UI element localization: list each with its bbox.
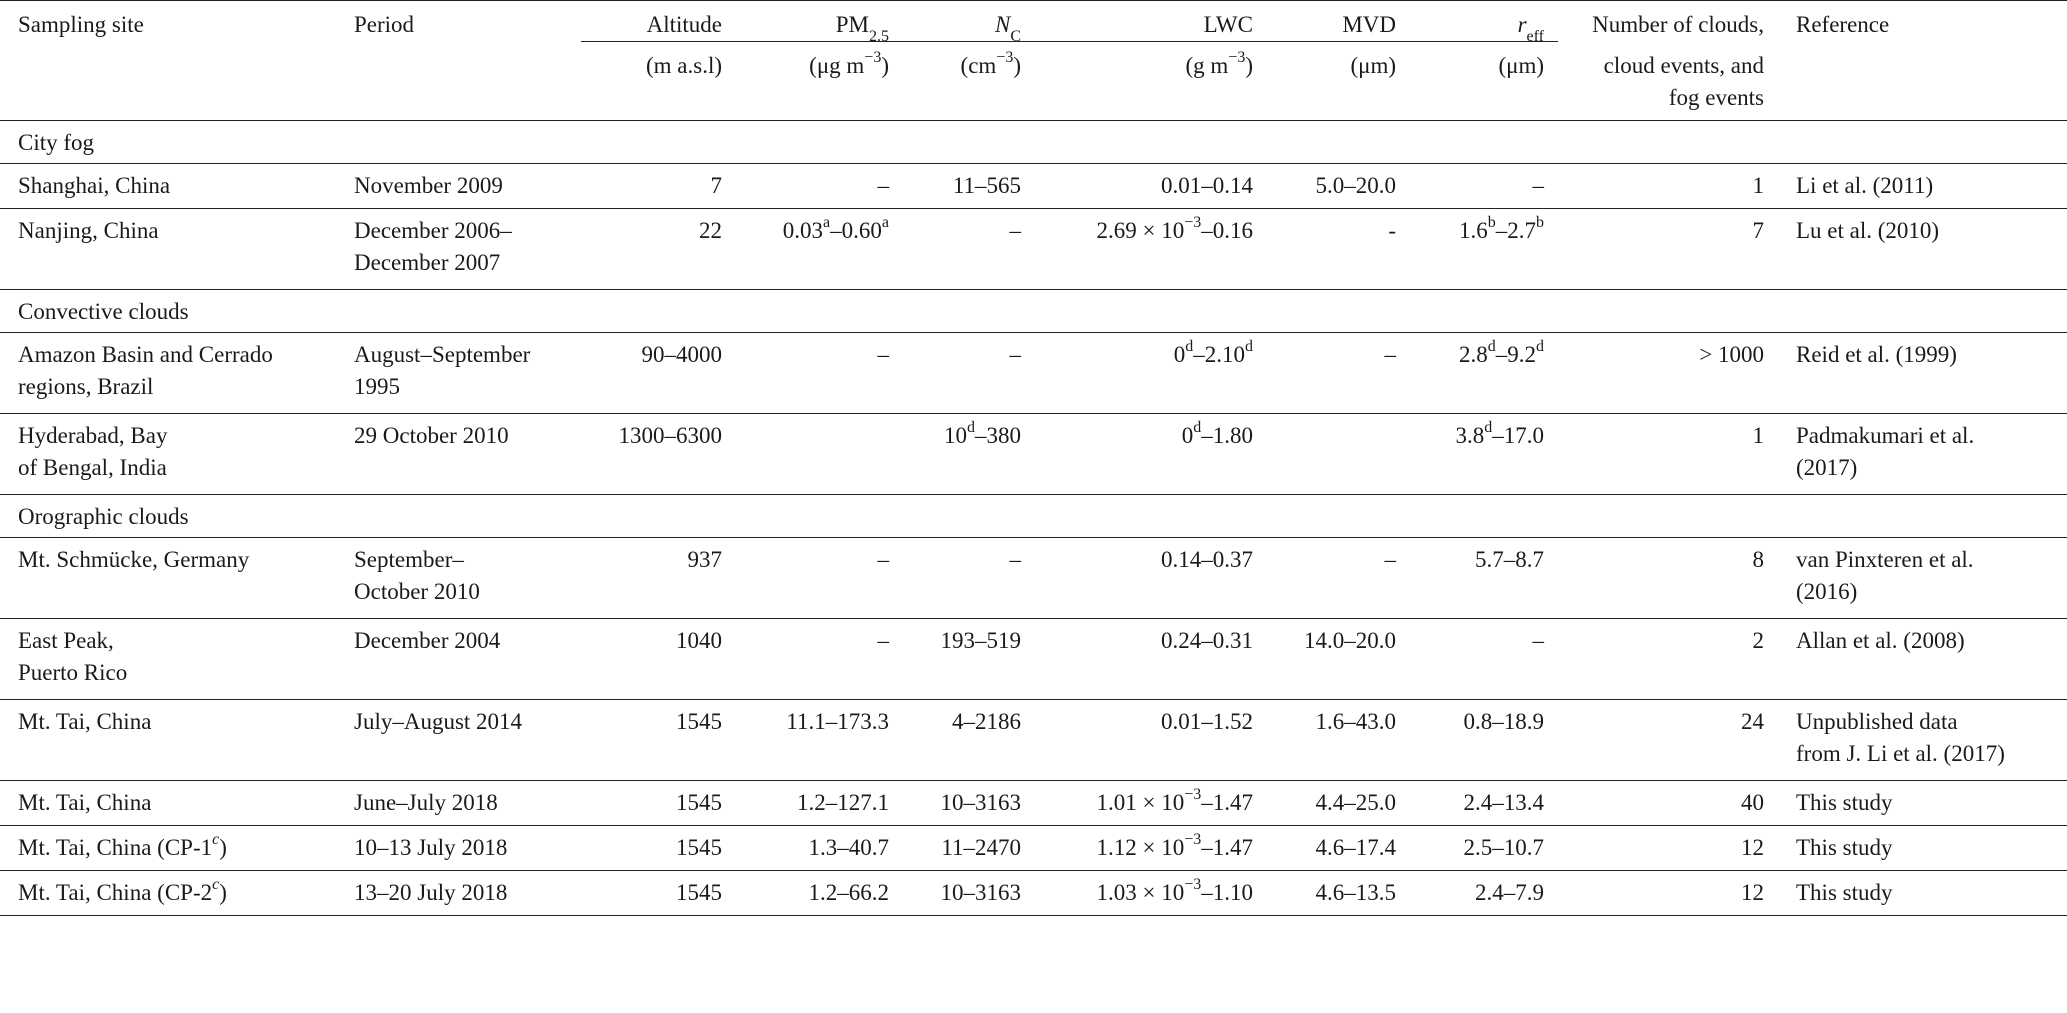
header-last-row [0, 82, 2067, 121]
cell-lwc: 0.01–1.52 [1035, 700, 1267, 781]
col-header-site: Sampling site [0, 1, 336, 42]
section-header-row [0, 495, 2067, 538]
cell-lwc: 0$^d$–1.80 [1035, 414, 1267, 495]
section-title: City fog [0, 121, 2067, 164]
table-row [0, 826, 2067, 871]
cell-site: Mt. Schmücke, Germany [0, 538, 336, 619]
cell-pm25: 0.03$^a$–0.60$^a$ [736, 209, 903, 290]
table-row [0, 414, 2067, 495]
cell-reff: 2.8$^d$–9.2$^d$ [1410, 333, 1558, 414]
cell-mvd: - [1267, 209, 1410, 290]
cell-pm25: 1.2–127.1 [736, 781, 903, 826]
cell-site: Amazon Basin and Cerrado regions, Brazil [0, 333, 336, 414]
col-header-pm25: $PM_{2.5}$ [736, 1, 903, 42]
cell-number: 2 [1558, 619, 1778, 700]
cell-pm25: 1.3–40.7 [736, 826, 903, 871]
cell-lwc: $2.69 \times 10^{-3}-0.16$ [1035, 209, 1267, 290]
header-units-row [0, 42, 2067, 83]
unit-reff: (μm) [1498, 53, 1544, 78]
col-header-period: Period [336, 1, 581, 42]
cell-altitude: 1545 [581, 871, 736, 916]
table-row [0, 871, 2067, 916]
cell-period: 13–20 July 2018 [336, 871, 581, 916]
cell-reference: Padmakumari et al. (2017) [1778, 414, 2067, 495]
cell-reference: This study [1778, 826, 2067, 871]
cell-site: East Peak, Puerto Rico [0, 619, 336, 700]
cell-nc: 10–3163 [903, 781, 1035, 826]
cell-reff: 2.5–10.7 [1410, 826, 1558, 871]
section-title: Orographic clouds [0, 495, 2067, 538]
cell-altitude: 90–4000 [581, 333, 736, 414]
cell-mvd: 1.6–43.0 [1267, 700, 1410, 781]
cell-number: 1 [1558, 164, 1778, 209]
cell-nc: 11–2470 [903, 826, 1035, 871]
cell-reff: 5.7–8.7 [1410, 538, 1558, 619]
cell-number: 7 [1558, 209, 1778, 290]
cell-mvd: 14.0–20.0 [1267, 619, 1410, 700]
cell-reference: van Pinxteren et al. (2016) [1778, 538, 2067, 619]
cell-mvd: 5.0–20.0 [1267, 164, 1410, 209]
cell-nc: 4–2186 [903, 700, 1035, 781]
unit-altitude: (m a.s.l) [645, 53, 722, 78]
table-row [0, 333, 2067, 414]
cell-reference: This study [1778, 871, 2067, 916]
cell-pm25: – [736, 538, 903, 619]
cell-period: December 2004 [336, 619, 581, 700]
table-row [0, 781, 2067, 826]
col-header-altitude: Altitude [581, 1, 736, 42]
cell-altitude: 937 [581, 538, 736, 619]
header-row [0, 1, 2067, 42]
cell-reff: 3.8$^d$–17.0 [1410, 414, 1558, 495]
section-header-row [0, 121, 2067, 164]
cell-site: Mt. Tai, China (CP-2$^c$) [0, 871, 336, 916]
cell-period: August–September 1995 [336, 333, 581, 414]
cell-period: July–August 2014 [336, 700, 581, 781]
table-row [0, 619, 2067, 700]
cell-pm25: – [736, 333, 903, 414]
cell-mvd: 4.6–13.5 [1267, 871, 1410, 916]
cell-nc: – [903, 333, 1035, 414]
col-header-lwc: LWC [1035, 1, 1267, 42]
cell-period: September– October 2010 [336, 538, 581, 619]
cell-mvd: 4.6–17.4 [1267, 826, 1410, 871]
cell-number: 12 [1558, 871, 1778, 916]
cell-altitude: 1545 [581, 826, 736, 871]
cell-pm25: – [736, 164, 903, 209]
cell-pm25: 1.2–66.2 [736, 871, 903, 916]
cell-reference: Li et al. (2011) [1778, 164, 2067, 209]
table-body [0, 121, 2067, 916]
cell-period: December 2006– December 2007 [336, 209, 581, 290]
col-header-number: Number of clouds, [1558, 1, 1778, 42]
cell-number: > 1000 [1558, 333, 1778, 414]
cell-site: Mt. Tai, China [0, 781, 336, 826]
cell-number: 1 [1558, 414, 1778, 495]
cell-number: 12 [1558, 826, 1778, 871]
cell-site: Hyderabad, Bay of Bengal, India [0, 414, 336, 495]
cell-reference: Allan et al. (2008) [1778, 619, 2067, 700]
cell-period: June–July 2018 [336, 781, 581, 826]
cell-reff: 2.4–7.9 [1410, 871, 1558, 916]
cell-pm25 [736, 414, 903, 495]
cell-site: Nanjing, China [0, 209, 336, 290]
cell-lwc: $1.01 \times 10^{-3}-1.47$ [1035, 781, 1267, 826]
number-header-line2: cloud events, and [1603, 52, 1764, 78]
cell-pm25: 11.1–173.3 [736, 700, 903, 781]
cell-mvd [1267, 414, 1410, 495]
cell-reff: 2.4–13.4 [1410, 781, 1558, 826]
cell-altitude: 1300–6300 [581, 414, 736, 495]
section-title: Convective clouds [0, 290, 2067, 333]
cell-altitude: 1545 [581, 700, 736, 781]
cell-reference: This study [1778, 781, 2067, 826]
cell-reff: 1.6$^b$–2.7$^b$ [1410, 209, 1558, 290]
cell-lwc: 0$^d$–2.10$^d$ [1035, 333, 1267, 414]
table-row [0, 209, 2067, 290]
cell-lwc: $1.03 \times 10^{-3}-1.10$ [1035, 871, 1267, 916]
cell-period: 10–13 July 2018 [336, 826, 581, 871]
unit-lwc: (g $m^{-3}$) [1185, 49, 1253, 78]
cell-nc: 193–519 [903, 619, 1035, 700]
col-header-mvd: MVD [1267, 1, 1410, 42]
cell-site: Shanghai, China [0, 164, 336, 209]
number-header-line3: fog events [1558, 82, 1778, 121]
cell-nc: 11–565 [903, 164, 1035, 209]
cell-reff: – [1410, 619, 1558, 700]
cell-period: 29 October 2010 [336, 414, 581, 495]
cell-reference: Unpublished data from J. Li et al. (2017) [1778, 700, 2067, 781]
col-header-reff: $r_{eff}$ [1410, 1, 1558, 42]
cell-lwc: 0.14–0.37 [1035, 538, 1267, 619]
cell-nc: 10$^d$–380 [903, 414, 1035, 495]
cell-number: 40 [1558, 781, 1778, 826]
cell-altitude: 1545 [581, 781, 736, 826]
cell-lwc: 0.24–0.31 [1035, 619, 1267, 700]
cell-mvd: – [1267, 333, 1410, 414]
cell-lwc: 0.01–0.14 [1035, 164, 1267, 209]
cell-altitude: 1040 [581, 619, 736, 700]
cell-site: Mt. Tai, China [0, 700, 336, 781]
unit-nc: $(cm^{-3})$ [960, 49, 1021, 78]
cell-reff: 0.8–18.9 [1410, 700, 1558, 781]
cell-reff: – [1410, 164, 1558, 209]
section-header-row [0, 290, 2067, 333]
unit-mvd: (μm) [1350, 53, 1396, 78]
cell-altitude: 22 [581, 209, 736, 290]
cell-reference: Lu et al. (2010) [1778, 209, 2067, 290]
col-header-nc: $N_C$ [903, 1, 1035, 42]
unit-pm25: (μg $m^{-3}$) [809, 49, 889, 78]
table-row [0, 538, 2067, 619]
cell-pm25: – [736, 619, 903, 700]
cell-period: November 2009 [336, 164, 581, 209]
cell-mvd: – [1267, 538, 1410, 619]
cell-nc: – [903, 209, 1035, 290]
cell-mvd: 4.4–25.0 [1267, 781, 1410, 826]
cell-altitude: 7 [581, 164, 736, 209]
cell-nc: 10–3163 [903, 871, 1035, 916]
cell-reference: Reid et al. (1999) [1778, 333, 2067, 414]
cell-number: 8 [1558, 538, 1778, 619]
cell-number: 24 [1558, 700, 1778, 781]
cell-site: Mt. Tai, China (CP-1$^c$) [0, 826, 336, 871]
cell-lwc: $1.12 \times 10^{-3}-1.47$ [1035, 826, 1267, 871]
cell-nc: – [903, 538, 1035, 619]
table-row [0, 164, 2067, 209]
col-header-reference: Reference [1778, 1, 2067, 42]
table-row [0, 700, 2067, 781]
